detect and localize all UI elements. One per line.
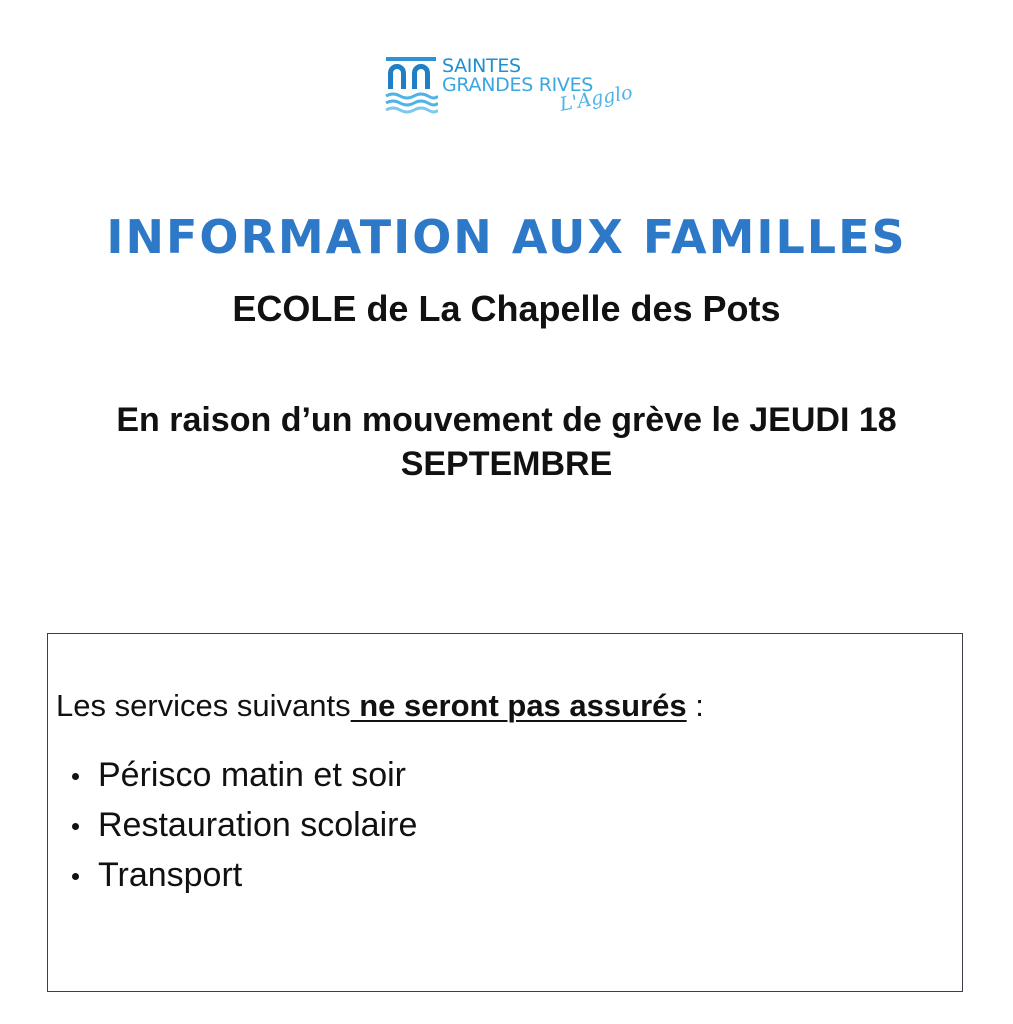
organization-logo bbox=[384, 55, 634, 123]
services-box bbox=[47, 633, 963, 992]
logo-text-line1: SAINTES bbox=[442, 55, 521, 77]
strike-notice: En raison d’un mouvement de grève le JEUDI 18 SEPTEMBRE bbox=[116, 401, 897, 483]
logo-tagline: L'Agglo bbox=[558, 81, 635, 116]
school-name: ECOLE de La Chapelle des Pots bbox=[232, 288, 781, 329]
services-list bbox=[68, 750, 417, 900]
list-item: Restauration scolaire bbox=[68, 800, 417, 850]
logo-arches-icon bbox=[384, 55, 438, 115]
list-item: Périsco matin et soir bbox=[68, 750, 417, 800]
services-intro bbox=[56, 686, 704, 726]
services-intro-prefix: Les services suivants bbox=[56, 688, 351, 723]
logo-text-line2: GRANDES RIVES bbox=[442, 74, 594, 96]
list-item: Transport bbox=[68, 850, 417, 900]
services-intro-suffix: : bbox=[686, 688, 704, 723]
services-intro-emphasis: ne seront pas assurés bbox=[350, 688, 687, 723]
page-title: INFORMATION AUX FAMILLES bbox=[106, 210, 907, 264]
